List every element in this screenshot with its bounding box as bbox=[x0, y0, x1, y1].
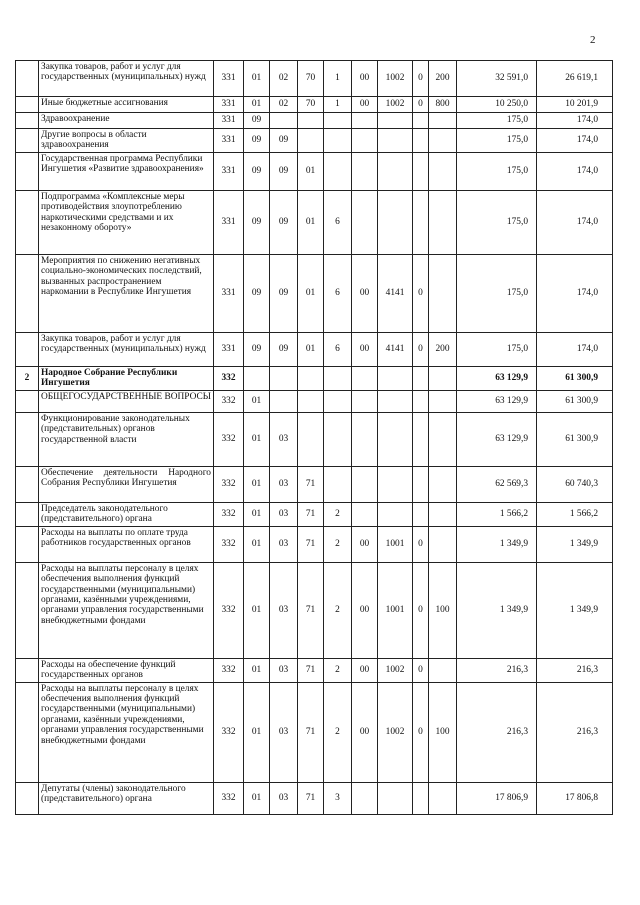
section-code-cell: 01 bbox=[244, 526, 270, 562]
row-name-cell: Председатель законодательного (представительного) органа bbox=[39, 502, 214, 526]
direction-code-cell: 00 bbox=[352, 61, 378, 97]
expense-suffix-cell bbox=[413, 152, 429, 190]
subprogram-code-cell bbox=[324, 129, 352, 153]
expense-suffix-cell: 0 bbox=[413, 332, 429, 366]
row-name-cell: Закупка товаров, работ и услуг для государственных (муниципальных) нужд bbox=[39, 61, 214, 97]
row-name-cell: Другие вопросы в области здравоохранения bbox=[39, 129, 214, 153]
row-index-cell bbox=[16, 61, 39, 97]
row-name-cell: Закупка товаров, работ и услуг для государственных (муниципальных) нужд bbox=[39, 332, 214, 366]
row-index-cell bbox=[16, 254, 39, 332]
ved-code-cell: 332 bbox=[214, 466, 244, 502]
subprogram-code-cell: 2 bbox=[324, 526, 352, 562]
row-name-cell: Функционирование законодательных (представительных) органов государственной власти bbox=[39, 412, 214, 466]
expense-code-cell bbox=[378, 129, 413, 153]
program-code-cell: 70 bbox=[298, 97, 324, 113]
expense-code-cell bbox=[378, 152, 413, 190]
row-index-cell bbox=[16, 332, 39, 366]
ved-code-cell: 332 bbox=[214, 526, 244, 562]
subsection-code-cell: 02 bbox=[270, 97, 298, 113]
row-name-cell: Подпрограмма «Комплексные меры противодействия злоупотреблению наркотическими средствами и их незаконному обороту» bbox=[39, 190, 214, 254]
ved-code-cell: 331 bbox=[214, 97, 244, 113]
row-name-cell: Расходы на выплаты по оплате труда работников государственных органов bbox=[39, 526, 214, 562]
subsection-code-cell: 03 bbox=[270, 502, 298, 526]
program-code-cell bbox=[298, 390, 324, 412]
amount-executed-cell: 1 566,2 bbox=[537, 502, 613, 526]
row-name-cell: Здравоохранение bbox=[39, 113, 214, 129]
row-index-cell bbox=[16, 190, 39, 254]
program-code-cell bbox=[298, 366, 324, 390]
table-row bbox=[16, 190, 613, 254]
expense-type-code-cell bbox=[429, 190, 457, 254]
section-code-cell: 09 bbox=[244, 254, 270, 332]
amount-executed-cell: 174,0 bbox=[537, 190, 613, 254]
amount-planned-cell: 63 129,9 bbox=[457, 366, 537, 390]
amount-planned-cell: 175,0 bbox=[457, 332, 537, 366]
row-name-cell: Народное Собрание Республики Ингушетия bbox=[39, 366, 214, 390]
ved-code-cell: 332 bbox=[214, 682, 244, 782]
subsection-code-cell: 09 bbox=[270, 190, 298, 254]
program-code-cell: 01 bbox=[298, 332, 324, 366]
amount-executed-cell: 216,3 bbox=[537, 682, 613, 782]
expense-suffix-cell bbox=[413, 113, 429, 129]
ved-code-cell: 331 bbox=[214, 61, 244, 97]
amount-planned-cell: 216,3 bbox=[457, 658, 537, 682]
expense-suffix-cell bbox=[413, 782, 429, 814]
section-code-cell: 01 bbox=[244, 502, 270, 526]
direction-code-cell bbox=[352, 782, 378, 814]
subsection-code-cell: 03 bbox=[270, 782, 298, 814]
subprogram-code-cell: 2 bbox=[324, 682, 352, 782]
direction-code-cell bbox=[352, 129, 378, 153]
row-index-cell bbox=[16, 782, 39, 814]
direction-code-cell: 00 bbox=[352, 526, 378, 562]
table-body bbox=[16, 61, 613, 815]
expense-code-cell bbox=[378, 390, 413, 412]
section-code-cell: 01 bbox=[244, 682, 270, 782]
section-code-cell: 09 bbox=[244, 190, 270, 254]
expense-type-code-cell bbox=[429, 254, 457, 332]
subprogram-code-cell: 2 bbox=[324, 658, 352, 682]
amount-planned-cell: 10 250,0 bbox=[457, 97, 537, 113]
expense-code-cell: 4141 bbox=[378, 332, 413, 366]
amount-planned-cell: 175,0 bbox=[457, 254, 537, 332]
row-index-cell bbox=[16, 412, 39, 466]
direction-code-cell bbox=[352, 412, 378, 466]
expense-suffix-cell bbox=[413, 190, 429, 254]
expense-type-code-cell bbox=[429, 152, 457, 190]
subsection-code-cell: 03 bbox=[270, 658, 298, 682]
row-name-cell: Иные бюджетные ассигнования bbox=[39, 97, 214, 113]
amount-planned-cell: 62 569,3 bbox=[457, 466, 537, 502]
subprogram-code-cell bbox=[324, 113, 352, 129]
amount-executed-cell: 60 740,3 bbox=[537, 466, 613, 502]
subsection-code-cell: 09 bbox=[270, 152, 298, 190]
table-row bbox=[16, 152, 613, 190]
program-code-cell bbox=[298, 412, 324, 466]
program-code-cell: 71 bbox=[298, 466, 324, 502]
direction-code-cell: 00 bbox=[352, 658, 378, 682]
section-code-cell: 09 bbox=[244, 332, 270, 366]
subprogram-code-cell: 1 bbox=[324, 61, 352, 97]
table-row bbox=[16, 97, 613, 113]
row-name-cell: Расходы на выплаты персоналу в целях обеспечения выполнения функций государственными (муниципальными) органами, казённыи учреждениями, органами управления государственными внебюджетными фондами bbox=[39, 682, 214, 782]
expense-type-code-cell bbox=[429, 366, 457, 390]
ved-code-cell: 331 bbox=[214, 190, 244, 254]
amount-executed-cell: 174,0 bbox=[537, 129, 613, 153]
direction-code-cell: 00 bbox=[352, 332, 378, 366]
amount-executed-cell: 1 349,9 bbox=[537, 562, 613, 658]
row-index-cell bbox=[16, 658, 39, 682]
table-row bbox=[16, 782, 613, 814]
expense-suffix-cell: 0 bbox=[413, 562, 429, 658]
section-code-cell: 09 bbox=[244, 113, 270, 129]
direction-code-cell bbox=[352, 390, 378, 412]
expense-type-code-cell: 100 bbox=[429, 682, 457, 782]
expense-code-cell bbox=[378, 502, 413, 526]
amount-planned-cell: 175,0 bbox=[457, 190, 537, 254]
program-code-cell: 01 bbox=[298, 190, 324, 254]
row-index-cell bbox=[16, 562, 39, 658]
ved-code-cell: 331 bbox=[214, 129, 244, 153]
ved-code-cell: 332 bbox=[214, 412, 244, 466]
table-row bbox=[16, 254, 613, 332]
amount-planned-cell: 1 349,9 bbox=[457, 526, 537, 562]
amount-planned-cell: 175,0 bbox=[457, 129, 537, 153]
amount-planned-cell: 216,3 bbox=[457, 682, 537, 782]
ved-code-cell: 331 bbox=[214, 332, 244, 366]
program-code-cell: 71 bbox=[298, 658, 324, 682]
expense-type-code-cell: 100 bbox=[429, 562, 457, 658]
ved-code-cell: 332 bbox=[214, 562, 244, 658]
section-code-cell: 01 bbox=[244, 390, 270, 412]
amount-planned-cell: 1 349,9 bbox=[457, 562, 537, 658]
expense-suffix-cell bbox=[413, 129, 429, 153]
expense-code-cell bbox=[378, 412, 413, 466]
subsection-code-cell: 09 bbox=[270, 129, 298, 153]
subprogram-code-cell: 6 bbox=[324, 254, 352, 332]
section-code-cell: 01 bbox=[244, 658, 270, 682]
direction-code-cell bbox=[352, 152, 378, 190]
expense-suffix-cell bbox=[413, 502, 429, 526]
expense-suffix-cell: 0 bbox=[413, 526, 429, 562]
expense-type-code-cell: 200 bbox=[429, 61, 457, 97]
expense-type-code-cell bbox=[429, 412, 457, 466]
amount-planned-cell: 63 129,9 bbox=[457, 412, 537, 466]
expense-code-cell: 1002 bbox=[378, 682, 413, 782]
program-code-cell: 71 bbox=[298, 562, 324, 658]
table-row bbox=[16, 61, 613, 97]
row-index-cell bbox=[16, 390, 39, 412]
subsection-code-cell: 03 bbox=[270, 562, 298, 658]
program-code-cell bbox=[298, 129, 324, 153]
amount-executed-cell: 174,0 bbox=[537, 254, 613, 332]
amount-executed-cell: 174,0 bbox=[537, 152, 613, 190]
row-index-cell bbox=[16, 113, 39, 129]
subprogram-code-cell bbox=[324, 152, 352, 190]
table-row bbox=[16, 658, 613, 682]
expense-code-cell bbox=[378, 113, 413, 129]
direction-code-cell: 00 bbox=[352, 97, 378, 113]
row-index-cell bbox=[16, 526, 39, 562]
expense-suffix-cell bbox=[413, 466, 429, 502]
amount-executed-cell: 17 806,8 bbox=[537, 782, 613, 814]
program-code-cell: 01 bbox=[298, 152, 324, 190]
amount-executed-cell: 26 619,1 bbox=[537, 61, 613, 97]
row-index-cell: 2 bbox=[16, 366, 39, 390]
row-name-cell: Расходы на обеспечение функций государственных органов bbox=[39, 658, 214, 682]
section-code-cell: 09 bbox=[244, 129, 270, 153]
section-code-cell: 01 bbox=[244, 97, 270, 113]
ved-code-cell: 332 bbox=[214, 782, 244, 814]
section-code-cell: 09 bbox=[244, 152, 270, 190]
row-index-cell bbox=[16, 97, 39, 113]
row-index-cell bbox=[16, 502, 39, 526]
direction-code-cell bbox=[352, 502, 378, 526]
amount-executed-cell: 61 300,9 bbox=[537, 366, 613, 390]
amount-planned-cell: 175,0 bbox=[457, 113, 537, 129]
expense-code-cell: 1002 bbox=[378, 97, 413, 113]
subsection-code-cell: 03 bbox=[270, 412, 298, 466]
expense-code-cell bbox=[378, 190, 413, 254]
section-code-cell: 01 bbox=[244, 562, 270, 658]
expense-suffix-cell: 0 bbox=[413, 61, 429, 97]
row-index-cell bbox=[16, 152, 39, 190]
subprogram-code-cell bbox=[324, 390, 352, 412]
expense-type-code-cell bbox=[429, 466, 457, 502]
direction-code-cell bbox=[352, 190, 378, 254]
row-name-cell: Депутаты (члены) законодательного (представительного) органа bbox=[39, 782, 214, 814]
row-index-cell bbox=[16, 682, 39, 782]
table-row bbox=[16, 129, 613, 153]
ved-code-cell: 332 bbox=[214, 658, 244, 682]
amount-executed-cell: 174,0 bbox=[537, 332, 613, 366]
program-code-cell: 71 bbox=[298, 682, 324, 782]
table-row bbox=[16, 412, 613, 466]
amount-planned-cell: 32 591,0 bbox=[457, 61, 537, 97]
table-row bbox=[16, 502, 613, 526]
direction-code-cell bbox=[352, 466, 378, 502]
expense-suffix-cell: 0 bbox=[413, 682, 429, 782]
subsection-code-cell bbox=[270, 366, 298, 390]
row-index-cell bbox=[16, 466, 39, 502]
amount-planned-cell: 175,0 bbox=[457, 152, 537, 190]
direction-code-cell: 00 bbox=[352, 562, 378, 658]
row-name-cell: Мероприятия по снижению негативных социально-экономических последствий, вызванных распространением наркомании в Республике Ингушетия bbox=[39, 254, 214, 332]
subsection-code-cell bbox=[270, 113, 298, 129]
ved-code-cell: 331 bbox=[214, 113, 244, 129]
row-name-cell: Государственная программа Республики Ингушетия «Развитие здравоохранения» bbox=[39, 152, 214, 190]
section-code-cell: 01 bbox=[244, 782, 270, 814]
row-name-cell: Обеспечение деятельности Народного Собрания Республики Ингушетия bbox=[39, 466, 214, 502]
subprogram-code-cell bbox=[324, 366, 352, 390]
subprogram-code-cell: 1 bbox=[324, 97, 352, 113]
subprogram-code-cell: 2 bbox=[324, 562, 352, 658]
table-row bbox=[16, 562, 613, 658]
expense-code-cell: 1002 bbox=[378, 61, 413, 97]
row-index-cell bbox=[16, 129, 39, 153]
expense-type-code-cell bbox=[429, 526, 457, 562]
expense-suffix-cell: 0 bbox=[413, 254, 429, 332]
amount-planned-cell: 1 566,2 bbox=[457, 502, 537, 526]
subprogram-code-cell: 2 bbox=[324, 502, 352, 526]
expense-code-cell: 1001 bbox=[378, 562, 413, 658]
amount-executed-cell: 174,0 bbox=[537, 113, 613, 129]
subprogram-code-cell: 6 bbox=[324, 332, 352, 366]
amount-executed-cell: 61 300,9 bbox=[537, 390, 613, 412]
amount-executed-cell: 61 300,9 bbox=[537, 412, 613, 466]
expense-code-cell: 4141 bbox=[378, 254, 413, 332]
program-code-cell: 71 bbox=[298, 782, 324, 814]
table-row bbox=[16, 526, 613, 562]
direction-code-cell: 00 bbox=[352, 254, 378, 332]
ved-code-cell: 332 bbox=[214, 366, 244, 390]
expense-suffix-cell bbox=[413, 366, 429, 390]
program-code-cell: 01 bbox=[298, 254, 324, 332]
expense-type-code-cell bbox=[429, 658, 457, 682]
direction-code-cell: 00 bbox=[352, 682, 378, 782]
direction-code-cell bbox=[352, 113, 378, 129]
direction-code-cell bbox=[352, 366, 378, 390]
expense-code-cell: 1001 bbox=[378, 526, 413, 562]
ved-code-cell: 332 bbox=[214, 390, 244, 412]
section-code-cell: 01 bbox=[244, 412, 270, 466]
subsection-code-cell: 02 bbox=[270, 61, 298, 97]
table-row bbox=[16, 466, 613, 502]
expense-suffix-cell bbox=[413, 390, 429, 412]
amount-executed-cell: 1 349,9 bbox=[537, 526, 613, 562]
expense-type-code-cell: 200 bbox=[429, 332, 457, 366]
amount-executed-cell: 10 201,9 bbox=[537, 97, 613, 113]
table-row bbox=[16, 682, 613, 782]
table-row bbox=[16, 366, 613, 390]
expense-code-cell bbox=[378, 366, 413, 390]
program-code-cell: 71 bbox=[298, 502, 324, 526]
subprogram-code-cell bbox=[324, 466, 352, 502]
page-number: 2 bbox=[590, 34, 596, 46]
ved-code-cell: 331 bbox=[214, 254, 244, 332]
row-name-cell: ОБЩЕГОСУДАРСТВЕННЫЕ ВОПРОСЫ bbox=[39, 390, 214, 412]
subprogram-code-cell: 6 bbox=[324, 190, 352, 254]
table-row bbox=[16, 113, 613, 129]
section-code-cell: 01 bbox=[244, 466, 270, 502]
section-code-cell: 01 bbox=[244, 61, 270, 97]
subsection-code-cell: 09 bbox=[270, 332, 298, 366]
expense-code-cell bbox=[378, 466, 413, 502]
budget-table bbox=[15, 60, 613, 815]
subprogram-code-cell bbox=[324, 412, 352, 466]
amount-planned-cell: 63 129,9 bbox=[457, 390, 537, 412]
expense-code-cell bbox=[378, 782, 413, 814]
expense-code-cell: 1002 bbox=[378, 658, 413, 682]
expense-suffix-cell bbox=[413, 412, 429, 466]
section-code-cell bbox=[244, 366, 270, 390]
expense-type-code-cell bbox=[429, 129, 457, 153]
subsection-code-cell: 03 bbox=[270, 466, 298, 502]
ved-code-cell: 332 bbox=[214, 502, 244, 526]
subsection-code-cell bbox=[270, 390, 298, 412]
expense-type-code-cell bbox=[429, 502, 457, 526]
program-code-cell bbox=[298, 113, 324, 129]
program-code-cell: 70 bbox=[298, 61, 324, 97]
row-name-cell: Расходы на выплаты персоналу в целях обеспечения выполнения функций государственными (муниципальными) органами, казёнными учреждениями, органами управления государственными внебюджетными фондами bbox=[39, 562, 214, 658]
ved-code-cell: 331 bbox=[214, 152, 244, 190]
expense-type-code-cell bbox=[429, 782, 457, 814]
expense-type-code-cell bbox=[429, 113, 457, 129]
amount-executed-cell: 216,3 bbox=[537, 658, 613, 682]
amount-planned-cell: 17 806,9 bbox=[457, 782, 537, 814]
subsection-code-cell: 03 bbox=[270, 526, 298, 562]
expense-suffix-cell: 0 bbox=[413, 658, 429, 682]
subsection-code-cell: 03 bbox=[270, 682, 298, 782]
program-code-cell: 71 bbox=[298, 526, 324, 562]
subsection-code-cell: 09 bbox=[270, 254, 298, 332]
expense-suffix-cell: 0 bbox=[413, 97, 429, 113]
expense-type-code-cell: 800 bbox=[429, 97, 457, 113]
table-row bbox=[16, 390, 613, 412]
expense-type-code-cell bbox=[429, 390, 457, 412]
subprogram-code-cell: 3 bbox=[324, 782, 352, 814]
table-row bbox=[16, 332, 613, 366]
